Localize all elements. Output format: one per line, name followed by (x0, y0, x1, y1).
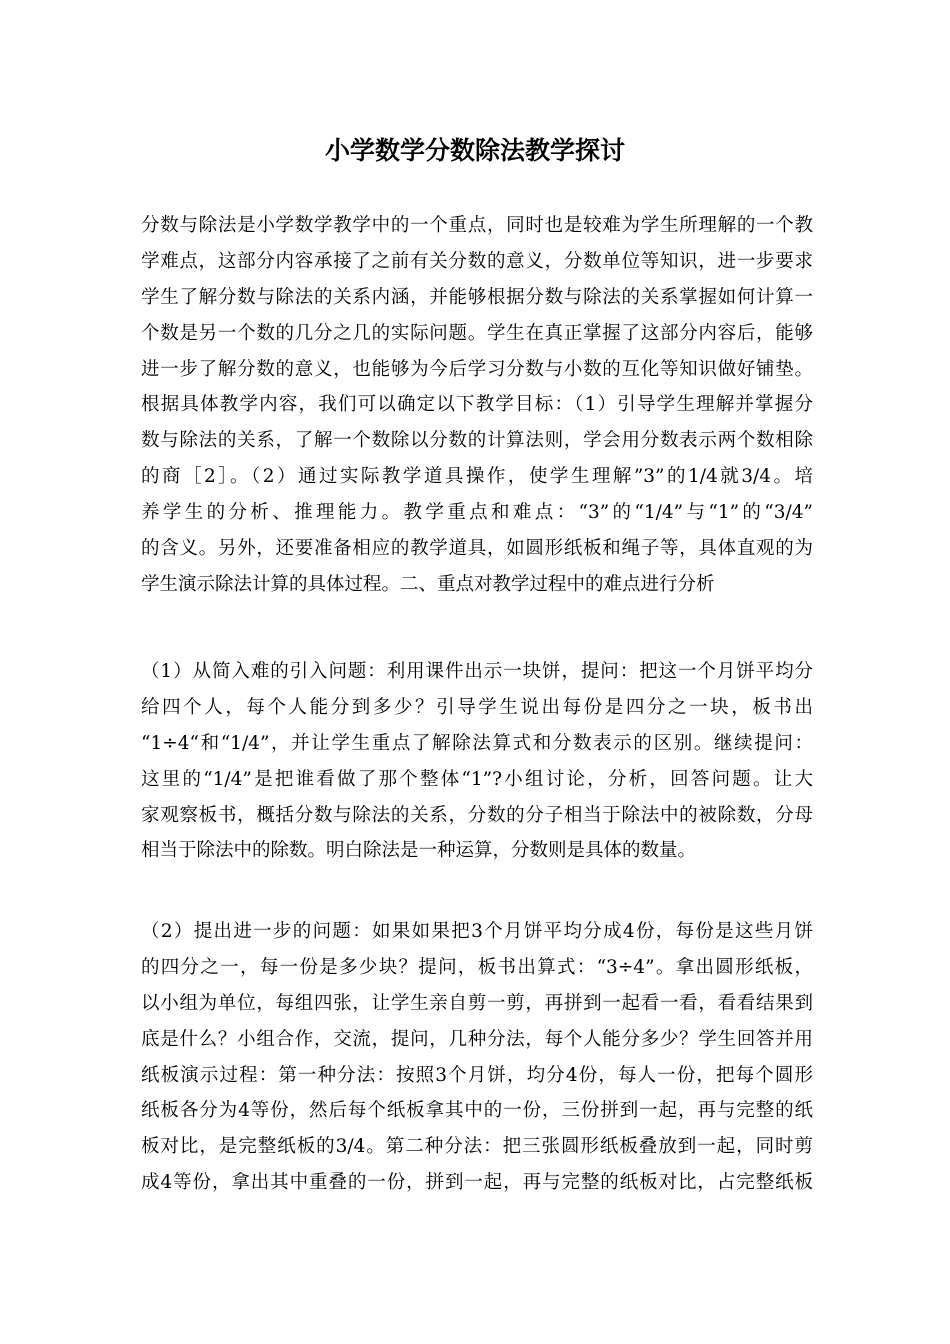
text-line: 根据具体教学内容，我们可以确定以下教学目标：（1）引导学生理解并掌握分 (141, 394, 813, 416)
text-line: 纸板各分为4等份，然后每个纸板拿其中的一份，三份拼到一起，再与完整的纸 (141, 1100, 813, 1122)
text-line: 成4等份，拿出其中重叠的一份，拼到一起，再与完整的纸板对比，占完整纸板 (141, 1172, 813, 1194)
text-line: 家观察板书，概括分数与除法的关系，分数的分子相当于除法中的被除数，分母 (141, 804, 813, 826)
text-line: 分数与除法是小学数学教学中的一个重点，同时也是较难为学生所理解的一个教 (141, 215, 813, 236)
paragraph-1 (141, 208, 813, 603)
text-line: 的四分之一，每一份是多少块？提问，板书出算式：“3÷4”。拿出圆形纸板， (141, 956, 813, 978)
paragraph-2 (141, 654, 813, 869)
text-line: （2）提出进一步的问题：如果如果把3个月饼平均分成4份，每份是这些月饼 (141, 921, 813, 942)
paragraph-3 (141, 914, 813, 1201)
text-line: 养学生的分析、推理能力。教学重点和难点：“3”的“1/4”与“1”的“3/4” (141, 502, 813, 524)
text-line: 数与除法的关系，了解一个数除以分数的计算法则，学会用分数表示两个数相除 (141, 430, 813, 452)
text-line: 相当于除法中的除数。明白除法是一种运算，分数则是具体的数量。 (141, 840, 697, 862)
text-line: 板对比，是完整纸板的3/4。第二种分法：把三张圆形纸板叠放到一起，同时剪 (141, 1136, 813, 1158)
text-line: 以小组为单位，每组四张，让学生亲自剪一剪，再拼到一起看一看，看看结果到 (141, 992, 813, 1014)
text-line: 给四个人，每个人能分到多少？引导学生说出每份是四分之一块，板书出 (141, 696, 813, 718)
text-line: 纸板演示过程：第一种分法：按照3个月饼，均分4份，每人一份，把每个圆形 (141, 1064, 813, 1086)
text-line: 学难点，这部分内容承接了之前有关分数的意义，分数单位等知识，进一步要求 (141, 250, 813, 272)
text-line: 个数是另一个数的几分之几的实际问题。学生在真正掌握了这部分内容后，能够 (141, 322, 813, 344)
text-line: 学生演示除法计算的具体过程。二、重点对教学过程中的难点进行分析 (141, 573, 715, 595)
text-line: 这里的“1/4”是把谁看做了那个整体“1”?小组讨论，分析，回答问题。让大 (141, 768, 813, 790)
text-line: 进一步了解分数的意义，也能够为今后学习分数与小数的互化等知识做好铺垫。 (141, 358, 813, 380)
text-line: 的含义。另外，还要准备相应的教学道具，如圆形纸板和绳子等，具体直观的为 (141, 538, 813, 560)
text-line: 的商［2］。（2）通过实际教学道具操作，使学生理解”3”的1/4就3/4。培 (141, 466, 813, 488)
text-line: 学生了解分数与除法的关系内涵，并能够根据分数与除法的关系掌握如何计算一 (141, 286, 813, 308)
text-line: 底是什么？小组合作，交流，提问，几种分法，每个人能分多少？学生回答并用 (141, 1028, 813, 1050)
text-line: （1）从简入难的引入问题：利用课件出示一块饼，提问：把这一个月饼平均分 (141, 661, 813, 682)
document-title: 小学数学分数除法教学探讨 (324, 136, 625, 165)
text-line: “1÷4“和“1/4”，并让学生重点了解除法算式和分数表示的区别。继续提问： (141, 732, 813, 754)
